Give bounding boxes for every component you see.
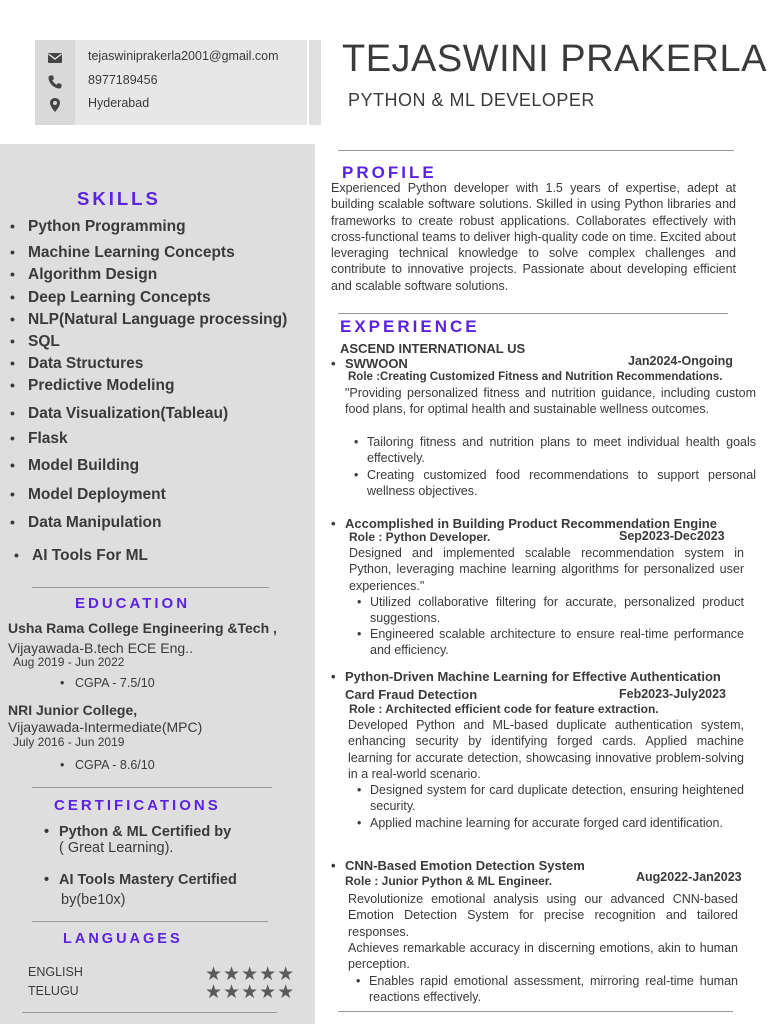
profile-heading: PROFILE: [342, 163, 437, 182]
job-description: "Providing personalized fitness and nutrition guidance, including custom food plans, for optimal health and sustainable wellness outcomes.: [345, 386, 756, 417]
sidebar-divider: [32, 921, 268, 922]
main-divider: [338, 150, 734, 151]
location-pin-icon: [47, 97, 63, 113]
job-bullet: • Creating customized food recommendations to support personal wellness objectives.: [367, 467, 756, 500]
contact-icon-strip: [35, 40, 75, 125]
education-institution: Usha Rama College Engineering &Tech ,: [8, 620, 277, 636]
language-name: ENGLISH: [28, 965, 83, 979]
skills-heading: SKILLS: [77, 188, 161, 209]
job-role: Role : Junior Python & ML Engineer.: [345, 874, 553, 888]
main-divider: [338, 313, 728, 314]
job-description: Designed and implemented scalable recommendation system in Python, leveraging machine learning algorithms for personalized user experiences.": [349, 546, 744, 593]
language-rating-stars: ★★★★★: [205, 982, 296, 1003]
skill-item: • SQL: [28, 333, 60, 351]
sidebar-divider: [32, 787, 272, 788]
contact-phone[interactable]: 8977189456: [88, 73, 158, 87]
skill-item: • Data Structures: [28, 355, 143, 373]
skill-item: • Machine Learning Concepts: [28, 244, 235, 262]
job-bullet: • Tailoring fitness and nutrition plans to meet individual health goals effectively.: [367, 434, 756, 467]
skill-item: • Model Deployment: [28, 486, 166, 504]
job-bullet: • Enables rapid emotional assessment, mirroring real-time human reactions effectively.: [369, 973, 738, 1006]
job-bullet: • Utilized collaborative filtering for accurate, personalized product suggestions.: [370, 594, 744, 627]
profile-text: Experienced Python developer with 1.5 years of expertise, adept at building scalable software solutions. Skilled in using Python libraries and frameworks to create robust applications. Collaborates effectively with cross-functional teams to deliver high-quality code on time. Excited about leveraging technical knowledge to solve complex challenges and contribute to innovative projects. Passionate about developing efficient and scalable software solutions.: [331, 181, 736, 293]
job-title: • Python-Driven Machine Learning for Effective Authentication: [345, 669, 721, 684]
certification-item: • AI Tools Mastery Certified: [59, 872, 237, 888]
experience-heading: EXPERIENCE: [340, 317, 480, 336]
education-program: Vijayawada-B.tech ECE Eng..: [8, 640, 193, 656]
skill-item: • AI Tools For ML: [32, 547, 148, 565]
contact-location: Hyderabad: [88, 96, 150, 110]
candidate-title: PYTHON & ML DEVELOPER: [348, 90, 595, 110]
company-name: ASCEND INTERNATIONAL US: [340, 341, 526, 356]
job-title: • Accomplished in Building Product Recommendation Engine: [345, 516, 717, 531]
education-grade: • CGPA - 8.6/10: [60, 758, 155, 772]
job-role: Role : Architected efficient code for feature extraction.: [349, 702, 659, 716]
email-icon: [47, 50, 63, 66]
certification-item: • Python & ML Certified by: [59, 824, 231, 840]
phone-icon: [47, 74, 63, 90]
job-dates: Sep2023-Dec2023: [619, 529, 725, 543]
skill-item: • Model Building: [28, 457, 139, 475]
education-grade: • CGPA - 7.5/10: [60, 676, 155, 690]
job-dates: Feb2023-July2023: [619, 687, 727, 701]
contact-email[interactable]: tejaswiniprakerla2001@gmail.com: [88, 49, 279, 63]
job-title: • SWWOON: [345, 356, 408, 371]
skill-item: • Deep Learning Concepts: [28, 289, 211, 307]
contact-box: [35, 40, 307, 125]
certification-issuer: by(be10x): [61, 892, 126, 908]
certifications-heading: CERTIFICATIONS: [54, 797, 221, 814]
skill-item: • Predictive Modeling: [28, 377, 174, 395]
sidebar-divider: [32, 587, 269, 588]
job-role: Role :Creating Customized Fitness and Nutrition Recommendations.: [348, 371, 723, 383]
job-bullet: • Applied machine learning for accurate forged card identification.: [370, 815, 744, 831]
skill-item: • Algorithm Design: [28, 266, 157, 284]
job-bullet: • Engineered scalable architecture to ensure real-time performance and efficiency.: [370, 626, 744, 659]
job-description: Achieves remarkable accuracy in discerning emotions, akin to human perception.: [348, 941, 738, 972]
main-divider: [338, 1011, 733, 1012]
education-institution: NRI Junior College,: [8, 702, 138, 718]
languages-heading: LANGUAGES: [63, 931, 183, 947]
job-title-continued: Card Fraud Detection: [345, 687, 478, 702]
skill-item: • Data Manipulation: [28, 514, 161, 532]
candidate-name: TEJASWINI PRAKERLA: [342, 38, 767, 80]
education-heading: EDUCATION: [75, 595, 191, 612]
sidebar-divider: [22, 1012, 277, 1013]
skill-item: • Data Visualization(Tableau): [28, 405, 228, 423]
job-bullet: • Designed system for card duplicate detection, ensuring heightened security.: [370, 782, 744, 815]
education-dates: July 2016 - Jun 2019: [13, 735, 125, 749]
skill-item: • Python Programming: [28, 218, 186, 236]
job-dates: Jan2024-Ongoing: [628, 354, 733, 368]
skill-item: • NLP(Natural Language processing): [28, 311, 287, 329]
language-name: TELUGU: [28, 984, 79, 998]
job-role: Role : Python Developer.: [349, 530, 491, 544]
header-accent-bar: [309, 40, 321, 125]
skill-item: • Flask: [28, 430, 68, 448]
education-program: Vijayawada-Intermediate(MPC): [8, 719, 203, 735]
certification-issuer: ( Great Learning).: [59, 840, 174, 856]
job-title: • CNN-Based Emotion Detection System: [345, 858, 585, 873]
job-dates: Aug2022-Jan2023: [636, 870, 742, 884]
job-description: Revolutionize emotional analysis using our advanced CNN-based Emotion Detection System for precise recognition and tailored responses.: [348, 892, 738, 939]
language-rating-stars: ★★★★★: [205, 964, 296, 985]
education-dates: Aug 2019 - Jun 2022: [13, 655, 125, 669]
job-description: Developed Python and ML-based duplicate authentication system, enhancing security by identifying forged cards. Applied machine learning for accurate detection, showcasing innovative problem-solving in a real-world scenario.: [348, 718, 744, 781]
